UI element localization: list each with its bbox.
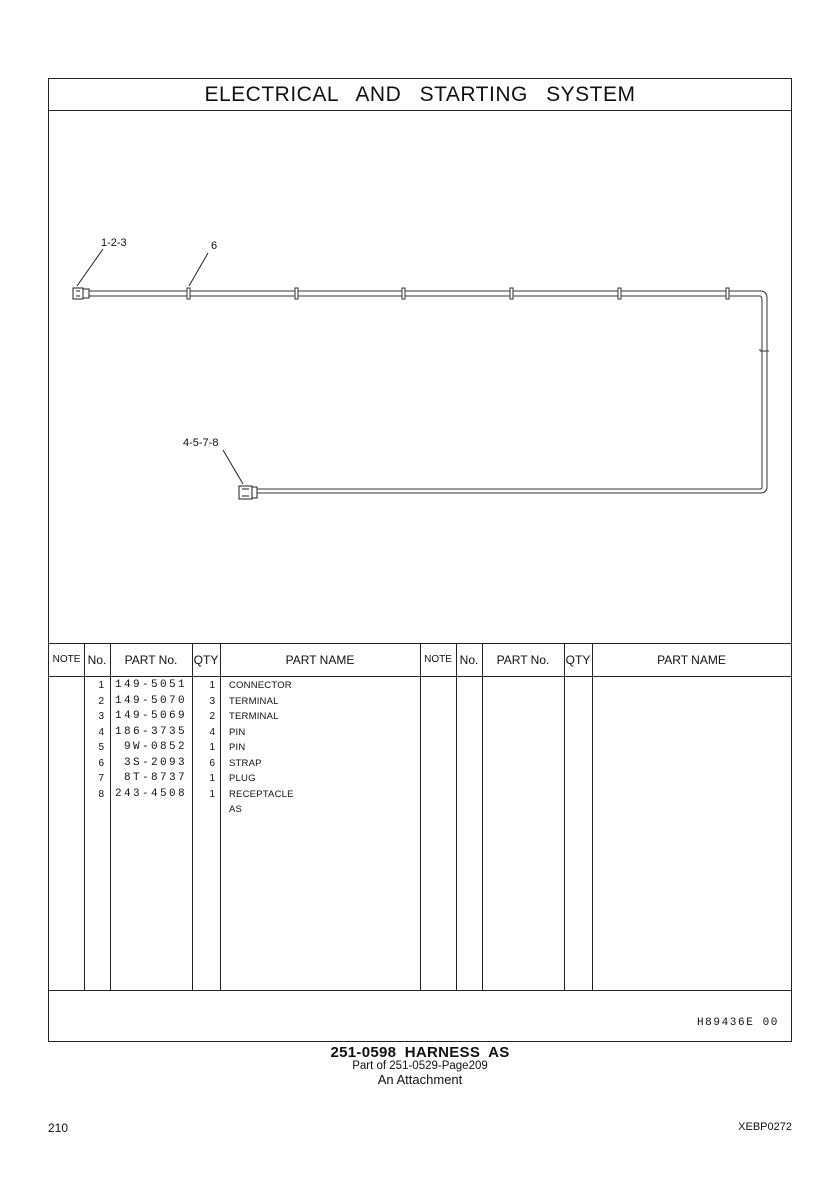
section-title: ELECTRICAL AND STARTING SYSTEM (49, 79, 791, 111)
callout-label-6: 6 (211, 240, 218, 252)
header-note-left: NOTE (52, 654, 81, 665)
document-code: XEBP0272 (738, 1121, 792, 1133)
part-name: TERMINAL (229, 711, 279, 722)
parts-list-table (49, 643, 791, 989)
callout-label-4-5-7-8: 4-5-7-8 (183, 437, 219, 449)
header-no-left: No. (87, 653, 107, 667)
part-number: 243-4508 (114, 787, 187, 800)
item-number: 1 (98, 680, 104, 691)
part-name: PIN (229, 726, 246, 738)
part-number: 149-5051 (114, 679, 187, 691)
page-number: 210 (48, 1121, 69, 1135)
header-part-name-right: PART NAME (657, 653, 726, 667)
leader-line-6 (189, 253, 208, 286)
quantity: 1 (209, 680, 215, 691)
receptacle-bottom (239, 486, 257, 499)
part-name: PIN (229, 742, 246, 753)
assembly-note: An Attachment (377, 1072, 463, 1087)
assembly-title: 251-0598 HARNESS AS (330, 1044, 510, 1061)
header-part-no-left: PART No. (124, 653, 178, 667)
quantity: 1 (209, 742, 215, 753)
harness-diagram (49, 79, 791, 643)
connector-left (73, 288, 89, 299)
part-number: 8T-8737 (123, 772, 187, 784)
quantity: 2 (209, 711, 215, 722)
strap-6 (726, 288, 729, 299)
header-no-right: No. (459, 653, 479, 667)
leader-line-1-2-3 (77, 249, 103, 286)
header-qty-right: QTY (565, 653, 591, 667)
quantity: 4 (209, 726, 215, 738)
item-number: 7 (98, 773, 104, 784)
part-name: RECEPTACLE AS (229, 788, 294, 815)
quantity: 1 (209, 773, 215, 784)
item-number: 3 (98, 711, 104, 722)
assembly-parent-reference: Part of 251-0529-Page209 (352, 1060, 488, 1072)
parts-sheet-frame (48, 78, 792, 1042)
part-name: TERMINAL (229, 695, 279, 707)
item-number: 8 (98, 788, 104, 800)
leader-line-4-5-7-8 (223, 450, 243, 484)
header-part-no-right: PART No. (496, 653, 550, 667)
part-number: 186-3735 (114, 725, 187, 738)
header-part-name-left: PART NAME (285, 653, 355, 667)
header-qty-left: QTY (193, 653, 219, 667)
strap-3 (402, 288, 405, 299)
item-number: 4 (98, 726, 104, 738)
item-number: 6 (98, 757, 104, 769)
part-number: 149-5069 (114, 710, 187, 722)
strap-5 (618, 288, 621, 299)
part-name: PLUG (229, 773, 256, 784)
part-name: STRAP (229, 757, 262, 769)
item-number: 2 (98, 695, 104, 707)
harness-cable (89, 291, 769, 493)
quantity: 6 (209, 757, 215, 769)
callout-label-1-2-3: 1-2-3 (101, 237, 127, 249)
strap-1 (187, 288, 190, 299)
part-number: 3S-2093 (123, 756, 187, 769)
quantity: 3 (209, 695, 215, 707)
part-number: 149-5070 (114, 694, 187, 707)
part-name: CONNECTOR (229, 680, 292, 691)
item-number: 5 (98, 742, 104, 753)
strap-4 (510, 288, 513, 299)
quantity: 1 (209, 788, 215, 800)
strap-2 (295, 288, 298, 299)
part-number: 9W-0852 (123, 741, 187, 753)
illustration-reference: H89436E 00 (696, 1017, 779, 1029)
header-note-right: NOTE (424, 654, 452, 665)
